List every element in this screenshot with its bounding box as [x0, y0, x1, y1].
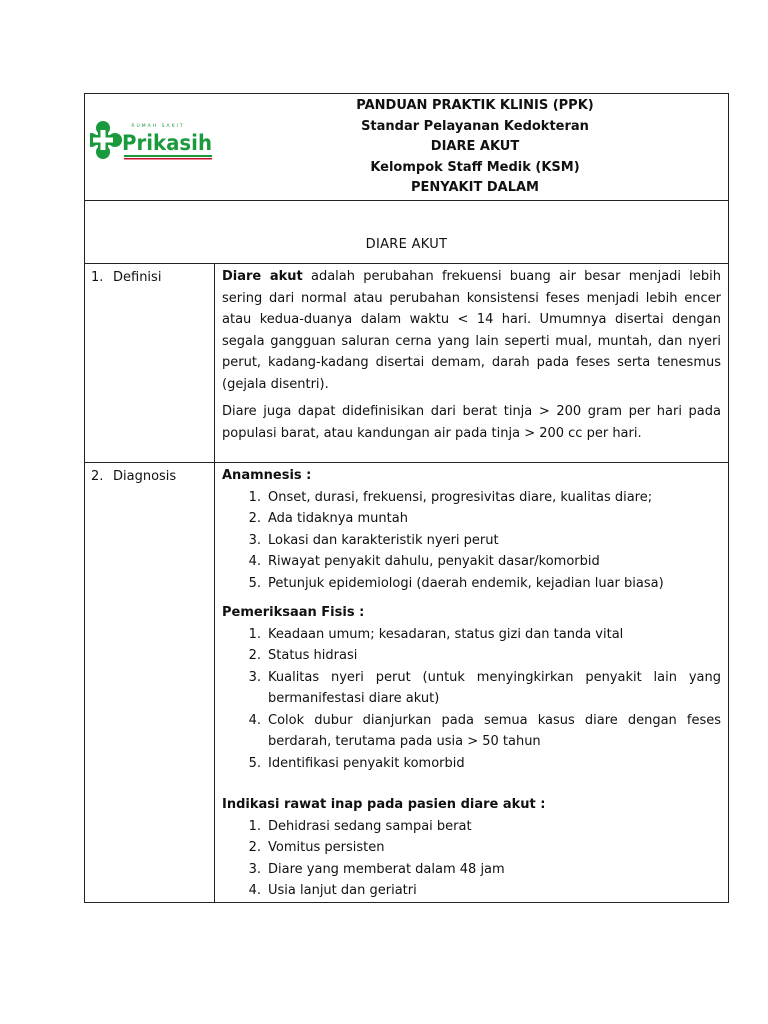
- fisis-item-text: Identifikasi penyakit komorbid: [268, 755, 465, 771]
- fisis-heading: Pemeriksaan Fisis :: [222, 605, 365, 620]
- fisis-item-text: Colok dubur dianjurkan pada semua kasus diare dengan feses berdarah, terutama pada usia > 50 tahun: [268, 712, 721, 749]
- diagnosis-label-cell: [85, 463, 215, 903]
- header-line-3: DIARE AKUT: [430, 139, 520, 154]
- anamnesis-item-number: 1.: [248, 489, 261, 505]
- diagnosis-row: [85, 463, 729, 903]
- definisi-label: Definisi: [113, 270, 162, 285]
- logo-small-text: RUMAH SAKIT: [131, 124, 185, 129]
- header-line-4: Kelompok Staff Medik (KSM): [370, 159, 580, 175]
- fisis-item-number: 2.: [248, 648, 261, 663]
- fisis-item-number: 1.: [248, 626, 261, 642]
- logo-text: Prikasih: [122, 131, 212, 155]
- prikasih-logo: [90, 120, 215, 170]
- header-cell: [85, 94, 729, 201]
- anamnesis-item-number: 4.: [248, 554, 261, 569]
- anamnesis-item-number: 5.: [248, 575, 261, 591]
- definisi-number: 1.: [91, 270, 104, 285]
- anamnesis-item-number: 3.: [248, 532, 261, 548]
- anamnesis-item: [222, 487, 721, 509]
- header-line-1: PANDUAN PRAKTIK KLINIS (PPK): [356, 98, 594, 113]
- diagnosis-number: 2.: [91, 469, 104, 484]
- anamnesis-item-text: Ada tidaknya muntah: [268, 511, 408, 526]
- indikasi-item-text: Diare yang memberat dalam 48 jam: [268, 861, 505, 877]
- definisi-row: [85, 264, 729, 463]
- anamnesis-item: [222, 551, 721, 573]
- fisis-item-number: 5.: [248, 755, 261, 771]
- fisis-item: [222, 645, 721, 667]
- fisis-item: [222, 710, 721, 753]
- ppk-table: [84, 93, 729, 903]
- indikasi-item: [222, 816, 721, 838]
- fisis-item-number: 3.: [248, 669, 261, 685]
- title-row: [85, 201, 729, 264]
- header-line-5: PENYAKIT DALAM: [411, 180, 539, 195]
- fisis-item-text: Status hidrasi: [268, 648, 358, 663]
- definisi-term: Diare akut: [222, 269, 303, 284]
- anamnesis-item: [222, 530, 721, 552]
- cross-flower-icon: [90, 121, 122, 159]
- anamnesis-item-text: Riwayat penyakit dahulu, penyakit dasar/komorbid: [268, 554, 600, 569]
- fisis-item: [222, 624, 721, 646]
- definisi-paragraph-1-text: adalah perubahan frekuensi buang air besar menjadi lebih sering dari normal atau perubahan konsistensi feses menjadi lebih encer atau kedua-duanya dalam waktu < 14 hari. Umumnya disertai dengan segala gangguan saluran cerna yang lain seperti mual, muntah, dan nyeri perut, kadang-kadang disertai demam, darah pada feses serta tenesmus (gejala disentri).: [222, 269, 721, 392]
- fisis-item: [222, 753, 721, 775]
- definisi-content: [215, 264, 729, 463]
- indikasi-item-number: 1.: [248, 818, 261, 834]
- fisis-list: [222, 624, 721, 775]
- indikasi-item-text: Dehidrasi sedang sampai berat: [268, 818, 472, 834]
- fisis-item: [222, 667, 721, 710]
- indikasi-list: [222, 816, 721, 902]
- anamnesis-list: [222, 487, 721, 595]
- definisi-paragraph-1: [222, 266, 721, 395]
- indikasi-heading: Indikasi rawat inap pada pasien diare akut :: [222, 797, 546, 812]
- anamnesis-item: [222, 573, 721, 595]
- fisis-item-text: Keadaan umum; kesadaran, status gizi dan tanda vital: [268, 626, 624, 642]
- indikasi-item-text: Vomitus persisten: [268, 840, 385, 855]
- indikasi-item-text: Usia lanjut dan geriatri: [268, 883, 417, 898]
- fisis-item-text: Kualitas nyeri perut (untuk menyingkirkan penyakit lain yang bermanifestasi diare akut): [268, 669, 721, 706]
- indikasi-item: [222, 859, 721, 881]
- anamnesis-item-text: Petunjuk epidemiologi (daerah endemik, kejadian luar biasa): [268, 575, 664, 591]
- anamnesis-item: [222, 508, 721, 530]
- indikasi-item-number: 2.: [248, 840, 261, 855]
- header-line-2: Standar Pelayanan Kedokteran: [361, 118, 589, 134]
- anamnesis-item-text: Lokasi dan karakteristik nyeri perut: [268, 532, 499, 548]
- definisi-label-cell: [85, 264, 215, 463]
- header-row: [85, 94, 729, 201]
- diagnosis-label: Diagnosis: [113, 469, 177, 484]
- anamnesis-item-text: Onset, durasi, frekuensi, progresivitas diare, kualitas diare;: [268, 489, 653, 505]
- document-title: DIARE AKUT: [365, 237, 448, 252]
- ppk-document: [84, 93, 728, 903]
- fisis-item-number: 4.: [248, 712, 261, 728]
- indikasi-item-number: 4.: [248, 883, 261, 898]
- header-text: [285, 96, 665, 199]
- anamnesis-heading: Anamnesis :: [222, 468, 312, 483]
- anamnesis-item-number: 2.: [248, 511, 261, 526]
- indikasi-item: [222, 837, 721, 859]
- diagnosis-content: [215, 463, 729, 903]
- indikasi-item-number: 3.: [248, 861, 261, 877]
- definisi-paragraph-2: Diare juga dapat didefinisikan dari berat tinja > 200 gram per hari pada populasi barat, atau kandungan air pada tinja > 200 cc per hari.: [222, 404, 721, 441]
- indikasi-item: [222, 880, 721, 902]
